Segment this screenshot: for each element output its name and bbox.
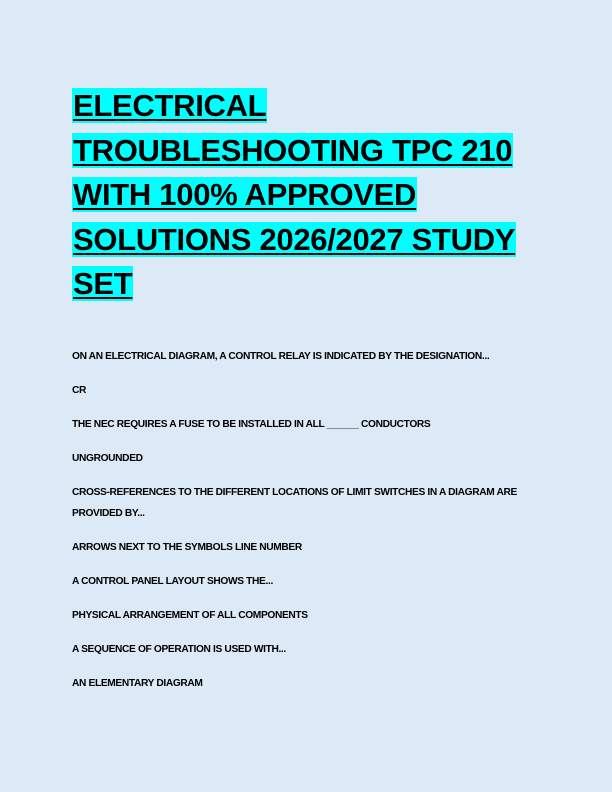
study-set-list [72, 346, 542, 707]
question-line: CROSS-REFERENCES TO THE DIFFERENT LOCATIONS OF LIMIT SWITCHES IN A DIAGRAM ARE PROVIDED BY... [72, 487, 517, 519]
answer-line: UNGROUNDED [72, 453, 143, 464]
question-line: A CONTROL PANEL LAYOUT SHOWS THE... [72, 576, 273, 587]
answer-line: AN ELEMENTARY DIAGRAM [72, 678, 203, 689]
answer-line: PHYSICAL ARRANGEMENT OF ALL COMPONENTS [72, 610, 308, 621]
title-highlight: ELECTRICAL TROUBLESHOOTING TPC 210 WITH 100% APPROVED SOLUTIONS 2026/2027 STUDY SET [73, 88, 516, 301]
question-line: THE NEC REQUIRES A FUSE TO BE INSTALLED IN ALL ______ CONDUCTORS [72, 419, 431, 430]
answer-line: CR [72, 385, 87, 396]
question-line: A SEQUENCE OF OPERATION IS USED WITH... [72, 644, 286, 655]
question-line: ON AN ELECTRICAL DIAGRAM, A CONTROL RELAY IS INDICATED BY THE DESIGNATION... [72, 351, 490, 362]
document-title [72, 84, 542, 307]
answer-line: ARROWS NEXT TO THE SYMBOLS LINE NUMBER [72, 542, 302, 553]
